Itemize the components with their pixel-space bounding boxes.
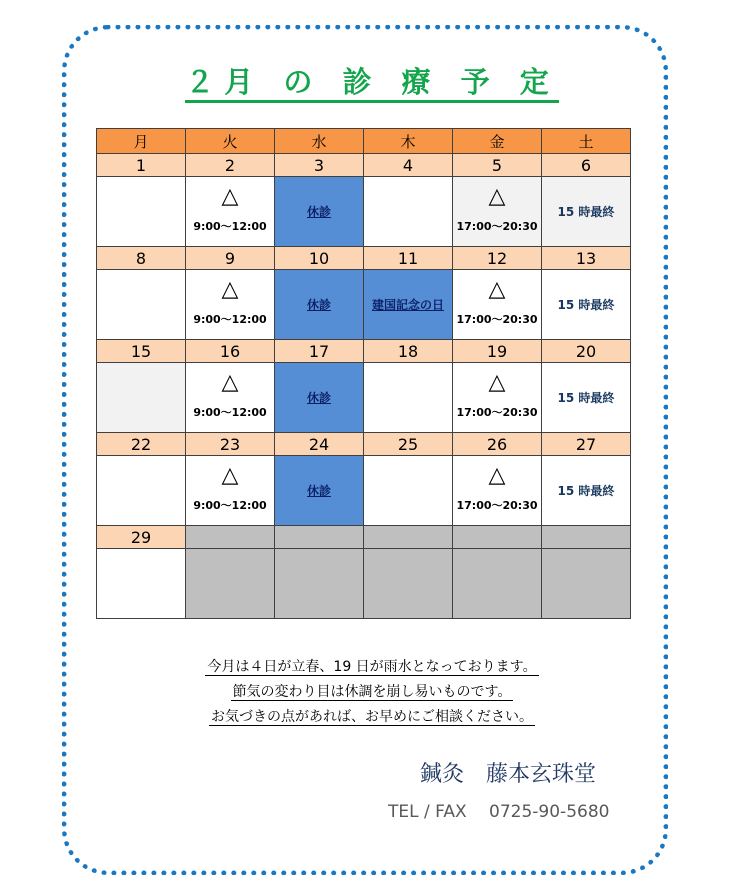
schedule-row bbox=[97, 270, 631, 340]
date-cell bbox=[364, 526, 453, 549]
last-entry-note: 15 時最終 bbox=[557, 298, 615, 312]
date-cell: 22 bbox=[97, 433, 186, 456]
closed-day-cell bbox=[275, 177, 364, 247]
weekday-header: 火 bbox=[186, 129, 275, 154]
hours-text: 17:00～20:30 bbox=[456, 312, 538, 326]
out-of-month-cell bbox=[364, 549, 453, 619]
date-cell: 19 bbox=[453, 340, 542, 363]
open-hours-cell bbox=[453, 363, 542, 433]
date-cell: 23 bbox=[186, 433, 275, 456]
last-entry-note: 15 時最終 bbox=[557, 484, 615, 498]
date-cell: 25 bbox=[364, 433, 453, 456]
saturday-note-cell bbox=[542, 177, 631, 247]
closed-label: 休診 bbox=[306, 298, 331, 312]
triangle-mark: △ bbox=[488, 462, 506, 488]
empty-day-cell bbox=[97, 177, 186, 247]
closed-label: 休診 bbox=[306, 484, 331, 498]
hours-text: 17:00～20:30 bbox=[456, 219, 538, 233]
last-entry-note: 15 時最終 bbox=[557, 205, 615, 219]
out-of-month-cell bbox=[453, 549, 542, 619]
hours-text: 9:00～12:00 bbox=[193, 219, 267, 233]
date-cell bbox=[186, 526, 275, 549]
hours-text: 9:00～12:00 bbox=[193, 498, 267, 512]
last-entry-note: 15 時最終 bbox=[557, 391, 615, 405]
schedule-row bbox=[97, 363, 631, 433]
date-cell: 11 bbox=[364, 247, 453, 270]
open-hours-cell bbox=[186, 270, 275, 340]
date-cell: 1 bbox=[97, 154, 186, 177]
date-cell: 17 bbox=[275, 340, 364, 363]
hours-text: 9:00～12:00 bbox=[193, 405, 267, 419]
date-cell: 5 bbox=[453, 154, 542, 177]
triangle-mark: △ bbox=[488, 276, 506, 302]
triangle-mark: △ bbox=[221, 462, 239, 488]
empty-day-cell bbox=[364, 363, 453, 433]
closed-day-cell bbox=[275, 270, 364, 340]
date-cell: 4 bbox=[364, 154, 453, 177]
notice-line-3: お気づきの点があれば、お早めにご相談ください。 bbox=[211, 709, 533, 725]
date-cell: 26 bbox=[453, 433, 542, 456]
date-cell bbox=[453, 526, 542, 549]
date-cell: 12 bbox=[453, 247, 542, 270]
date-cell: 3 bbox=[275, 154, 364, 177]
open-hours-cell bbox=[453, 456, 542, 526]
date-cell bbox=[275, 526, 364, 549]
closed-label: 休診 bbox=[306, 391, 331, 405]
date-cell: 20 bbox=[542, 340, 631, 363]
contact-phone: TEL / FAX 0725-90-5680 bbox=[388, 802, 610, 822]
date-cell: 9 bbox=[186, 247, 275, 270]
weekday-header: 木 bbox=[364, 129, 453, 154]
open-hours-cell bbox=[453, 177, 542, 247]
schedule-row bbox=[97, 549, 631, 619]
open-hours-cell bbox=[186, 363, 275, 433]
open-hours-cell bbox=[186, 177, 275, 247]
clinic-name: 鍼灸 藤本玄珠堂 bbox=[420, 762, 597, 787]
empty-day-cell bbox=[97, 363, 186, 433]
open-hours-cell bbox=[453, 270, 542, 340]
date-row bbox=[97, 340, 631, 363]
triangle-mark: △ bbox=[221, 276, 239, 302]
triangle-mark: △ bbox=[488, 183, 506, 209]
date-cell: 6 bbox=[542, 154, 631, 177]
date-row bbox=[97, 433, 631, 456]
date-cell: 16 bbox=[186, 340, 275, 363]
weekday-header-row bbox=[97, 129, 631, 154]
triangle-mark: △ bbox=[221, 369, 239, 395]
empty-day-cell bbox=[364, 177, 453, 247]
empty-day-cell bbox=[97, 270, 186, 340]
weekday-header: 土 bbox=[542, 129, 631, 154]
empty-day-cell bbox=[364, 456, 453, 526]
weekday-header: 月 bbox=[97, 129, 186, 154]
out-of-month-cell bbox=[186, 549, 275, 619]
date-cell: 13 bbox=[542, 247, 631, 270]
date-cell: 27 bbox=[542, 433, 631, 456]
notice-line-1: 今月は４日が立春、19 日が雨水となっております。 bbox=[207, 659, 537, 675]
closed-day-cell bbox=[275, 456, 364, 526]
saturday-note-cell bbox=[542, 363, 631, 433]
schedule-row bbox=[97, 456, 631, 526]
date-row bbox=[97, 247, 631, 270]
date-cell: 15 bbox=[97, 340, 186, 363]
closed-label: 建国記念の日 bbox=[371, 298, 444, 312]
schedule-calendar bbox=[96, 128, 631, 619]
closed-day-cell bbox=[364, 270, 453, 340]
date-cell: 2 bbox=[186, 154, 275, 177]
date-row bbox=[97, 526, 631, 549]
saturday-note-cell bbox=[542, 456, 631, 526]
date-cell: 10 bbox=[275, 247, 364, 270]
schedule-row bbox=[97, 177, 631, 247]
out-of-month-cell bbox=[275, 549, 364, 619]
date-cell bbox=[542, 526, 631, 549]
empty-day-cell bbox=[97, 456, 186, 526]
hours-text: 17:00～20:30 bbox=[456, 498, 538, 512]
open-hours-cell bbox=[186, 456, 275, 526]
saturday-note-cell bbox=[542, 270, 631, 340]
notice-line-2: 節気の変わり目は休調を崩し易いものです。 bbox=[232, 684, 512, 700]
date-cell: 24 bbox=[275, 433, 364, 456]
hours-text: 17:00～20:30 bbox=[456, 405, 538, 419]
hours-text: 9:00～12:00 bbox=[193, 312, 267, 326]
closed-day-cell bbox=[275, 363, 364, 433]
empty-day-cell bbox=[97, 549, 186, 619]
date-cell: 29 bbox=[97, 526, 186, 549]
date-cell: 8 bbox=[97, 247, 186, 270]
closed-label: 休診 bbox=[306, 205, 331, 219]
weekday-header: 水 bbox=[275, 129, 364, 154]
triangle-mark: △ bbox=[221, 183, 239, 209]
out-of-month-cell bbox=[542, 549, 631, 619]
date-cell: 18 bbox=[364, 340, 453, 363]
page-title: ２月 の 診 療 予 定 bbox=[0, 60, 744, 101]
weekday-header: 金 bbox=[453, 129, 542, 154]
date-row bbox=[97, 154, 631, 177]
triangle-mark: △ bbox=[488, 369, 506, 395]
